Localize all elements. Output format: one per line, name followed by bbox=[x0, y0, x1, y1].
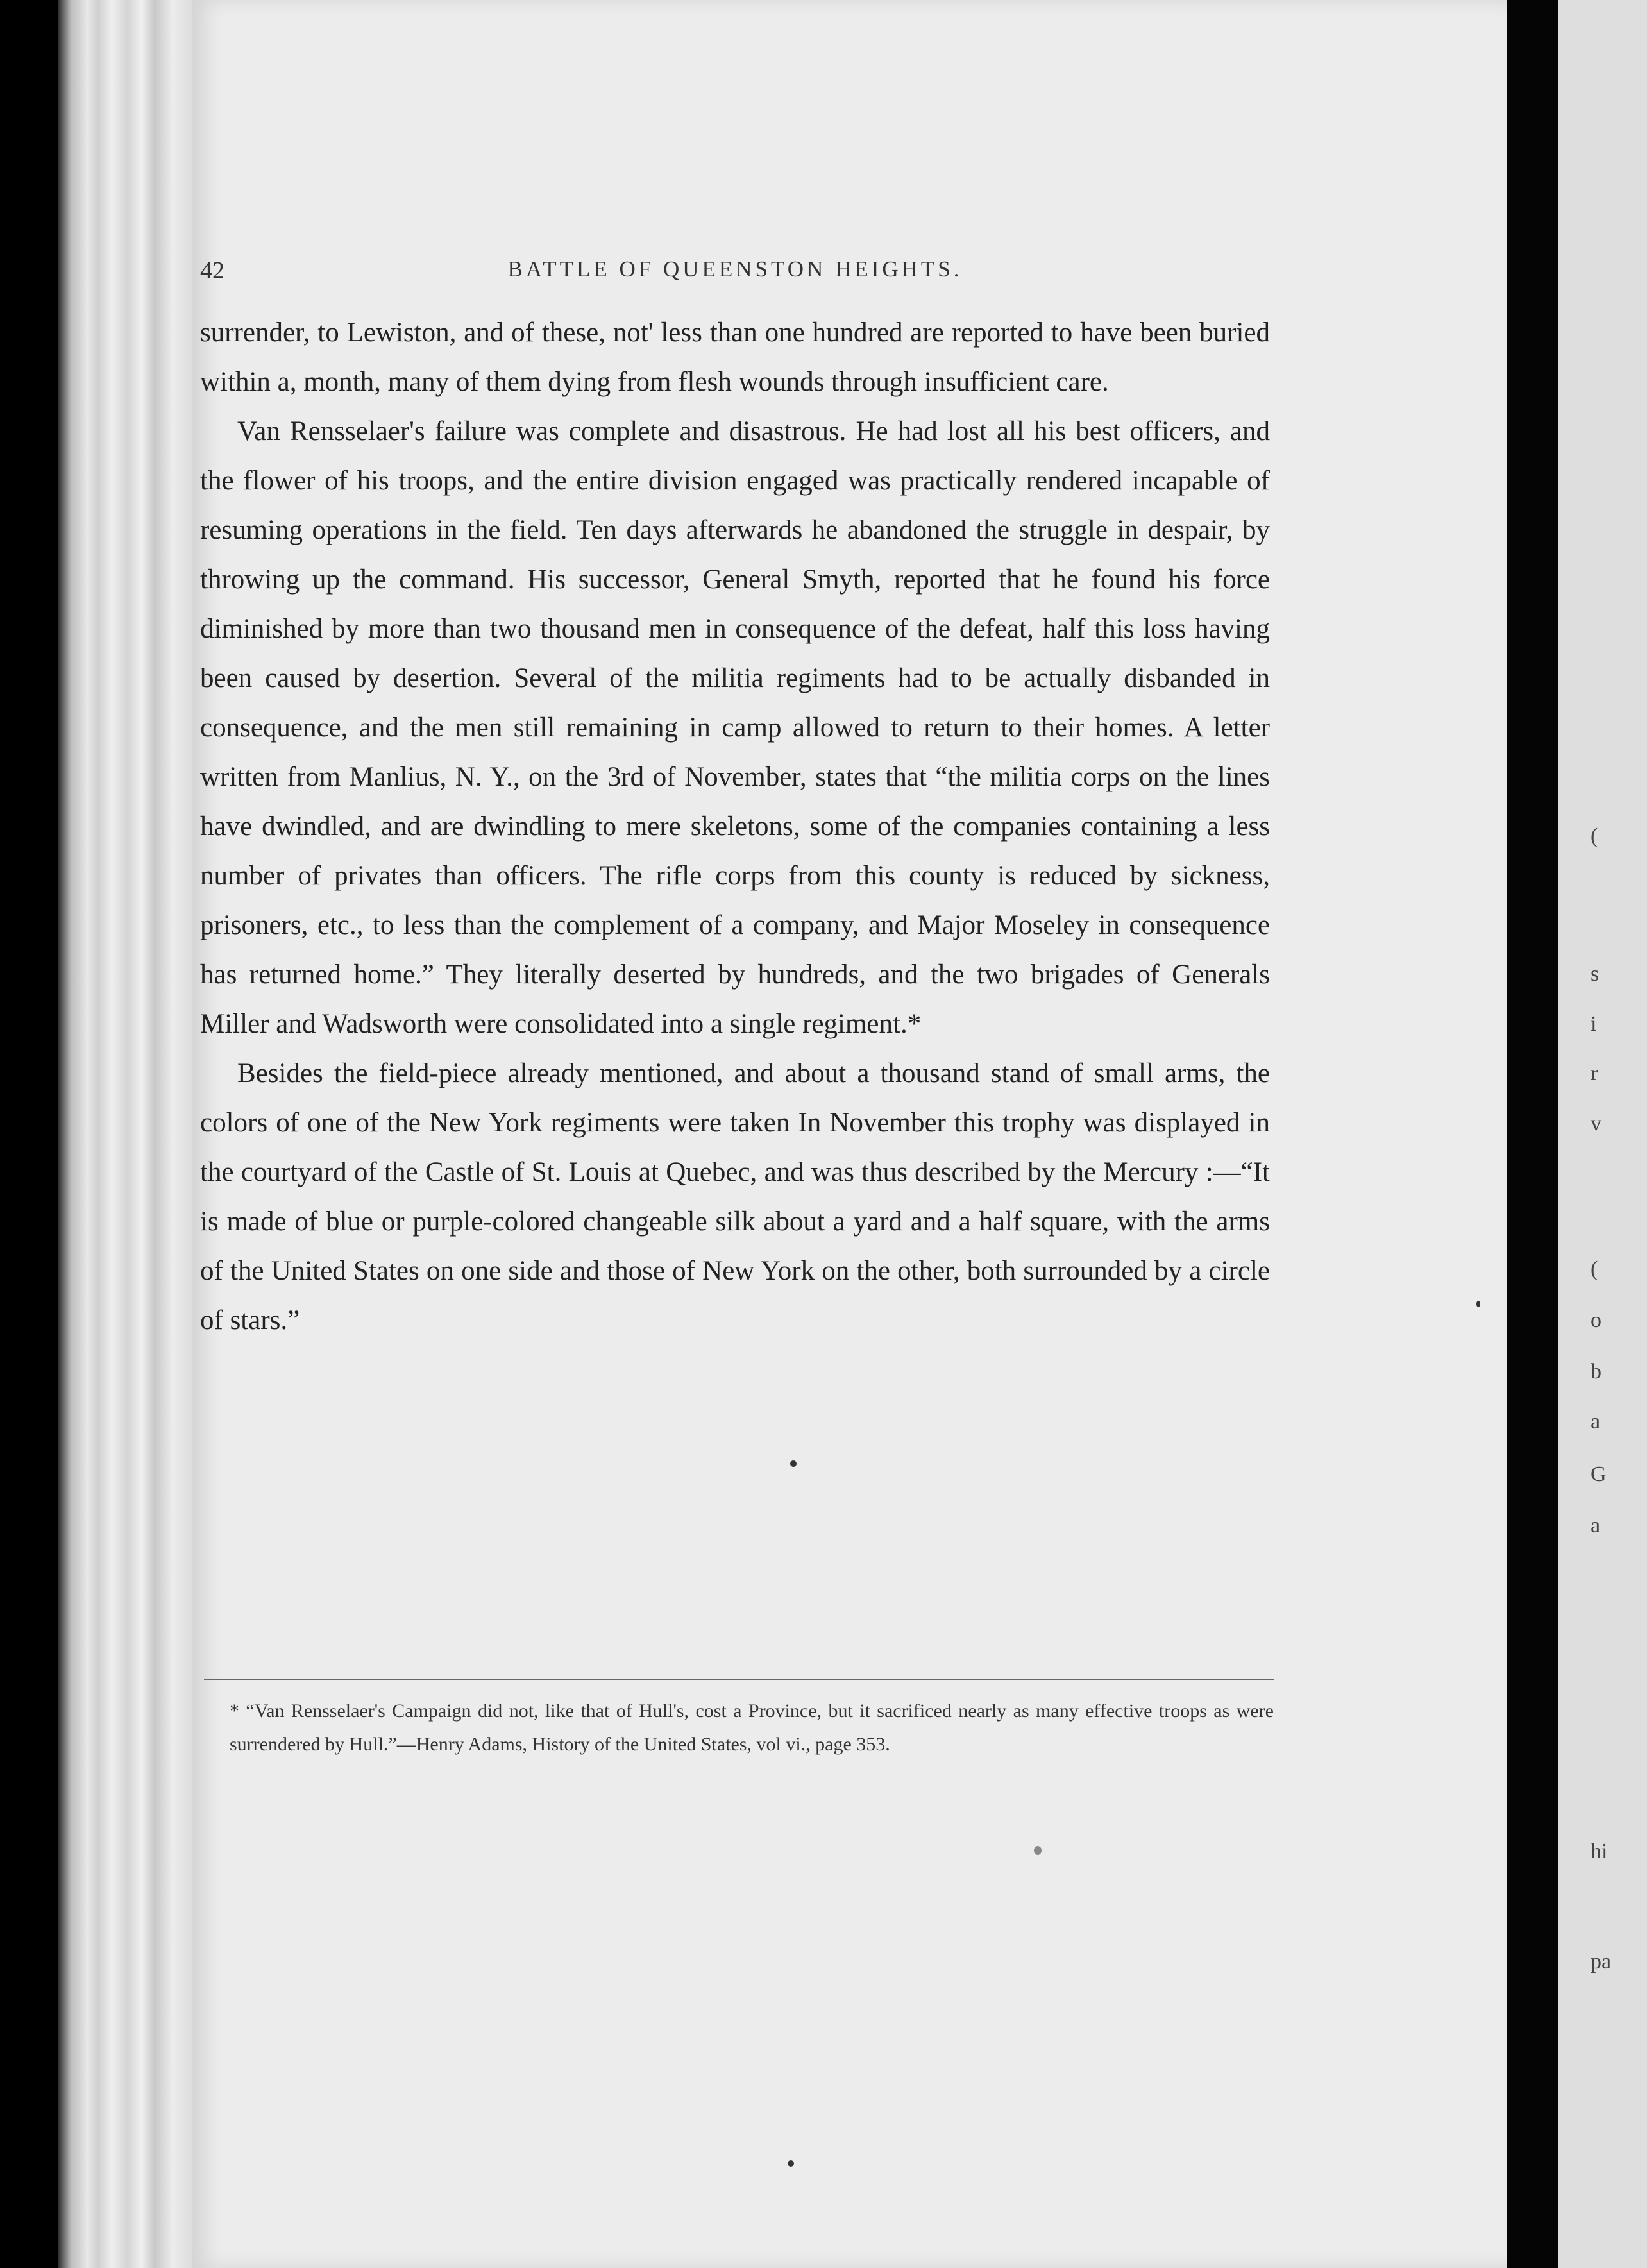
facing-page-letter: ( bbox=[1591, 1257, 1598, 1281]
facing-page-letter: v bbox=[1591, 1112, 1601, 1135]
ink-speck bbox=[788, 2160, 794, 2167]
footnote-text: * “Van Rensselaer's Campaign did not, like that of Hull's, cost a Province, but it sacrificed nearly as many effective troops as were surrendered by Hull.”—Henry Adams, History of the United States, vol vi., page 353. bbox=[230, 1700, 1274, 1755]
facing-page-letter: ( bbox=[1591, 824, 1598, 848]
paragraph-1: surrender, to Lewiston, and of these, not' less than one hundred are reported to have been buried within a, month, many of them dying from flesh wounds through insufficient care. bbox=[200, 317, 1270, 397]
ink-speck bbox=[790, 1460, 797, 1467]
page-number: 42 bbox=[200, 257, 224, 284]
footnote bbox=[204, 1695, 1274, 1761]
page-gutter bbox=[1507, 0, 1558, 2268]
paragraph-2: Van Rensselaer's failure was complete and disastrous. He had lost all his best officers, and the flower of his troops, and the entire division engaged was practically rendered incapable of resuming operations in the field. Ten days afterwards he abandoned the struggle in despair, by throwing up the command. His successor, General Smyth, reported that he found his force diminished by more than two thousand men in consequence of the defeat, half this loss having been caused by desertion. Several of the militia regiments had to be actually disbanded in consequence, and the men still remaining in camp allowed to return to their homes. A letter written from Manlius, N. Y., on the 3rd of November, states that “the militia corps on the lines have dwindled, and are dwindling to mere skeletons, some of the companies containing a less number of privates than officers. The rifle corps from this county is reduced by sickness, prisoners, etc., to less than the complement of a company, and Major Moseley in consequence has returned home.” They literally deserted by hundreds, and the two brigades of Generals Miller and Wadsworth were consolidated into a single regiment.* bbox=[200, 416, 1270, 1039]
ink-speck bbox=[1476, 1301, 1480, 1307]
facing-page-letter: G bbox=[1591, 1462, 1607, 1486]
footnote-rule bbox=[204, 1679, 1274, 1680]
running-head: BATTLE OF QUEENSTON HEIGHTS. bbox=[507, 257, 963, 282]
facing-page-letter: r bbox=[1591, 1062, 1598, 1085]
facing-page-letter: a bbox=[1591, 1514, 1601, 1537]
facing-page-letter: b bbox=[1591, 1360, 1601, 1384]
ink-speck bbox=[1034, 1846, 1042, 1855]
facing-page-letter: o bbox=[1591, 1308, 1601, 1332]
facing-page-letter: a bbox=[1591, 1410, 1601, 1434]
book-page-edges bbox=[58, 0, 192, 2268]
paragraph-3: Besides the field-piece already mentioned, and about a thousand stand of small arms, the colors of one of the New York regiments were taken In November this trophy was displayed in the courtyard of the Castle of St. Louis at Quebec, and was thus described by the Mercury :—“It is made of blue or purple-colored changeable silk about a yard and a half square, with the arms of the United States on one side and those of New York on the other, both surrounded by a circle of stars.” bbox=[200, 1058, 1270, 1335]
body-text bbox=[200, 308, 1270, 1345]
page-header bbox=[200, 257, 1270, 289]
facing-page-letter: s bbox=[1591, 962, 1600, 986]
facing-page-letter: pa bbox=[1591, 1950, 1612, 1974]
facing-page-letter: hi bbox=[1591, 1840, 1608, 1863]
facing-page-fragment bbox=[1558, 0, 1647, 2268]
facing-page-letter: i bbox=[1591, 1012, 1597, 1036]
